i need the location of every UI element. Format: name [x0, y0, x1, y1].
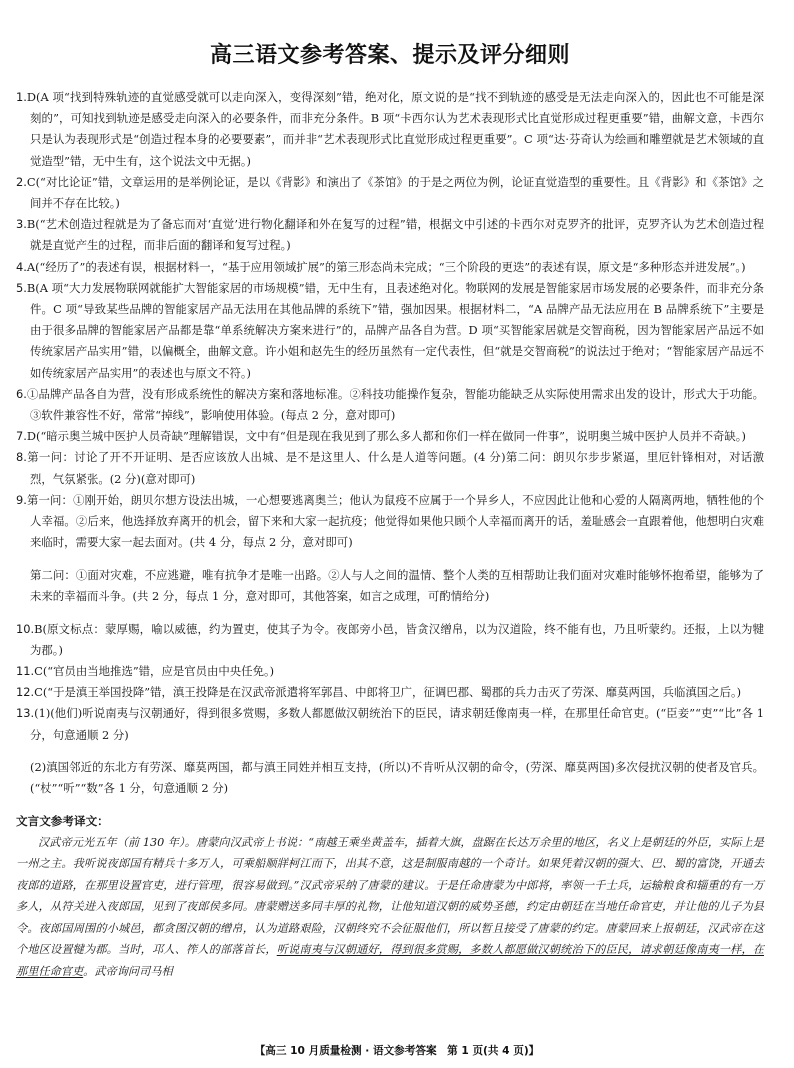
answer-text: 第一问：①刚开始，朗贝尔想方设法出城，一心想要逃离奥兰；他认为鼠疫不应属于一个异乡人，不应因此让他和心爱的人隔离两地，牺牲他的个人幸福。②后来，他选择放弃离开的机会，留下来和大家一起抗疫；他觉得如果他只顾个人幸福而离开的话，羞耻感会一直跟着他，他想明白灾难来临时，需要大家一起去面对。(共 4 分，每点 2 分，意对即可) — [26, 492, 764, 550]
translation-text-before: 汉武帝元光五年（前 130 年）。唐蒙向汉武帝上书说：“南越王乘坐黄盖车，插着大旗，盘踞在长达万余里的地区，名义上是朝廷的外臣，实际上是一州之主。我听说夜郎国有精兵十多万人，可乘船顺牂柯江而下，出其不意，这是制服南越的一个奇计。如果凭着汉朝的强大、巴、蜀的富饶，开通去夜郎的道路，在那里设置官吏，进行管理，很容易做到。”汉武帝采纳了唐蒙的建议。于是任命唐蒙为中郎将，率领一千士兵，运输粮食和辎重的有一万多人，从符关进入夜郎国，见到了夜郎侯多同。唐蒙赠送多同丰厚的礼物，让他知道汉朝的威势圣德，约定由朝廷在当地任命官吏，并让他的儿子为县令。夜郎国周围的小城邑，都贪图汉朝的缯帛，认为道路艰险，汉朝终究不会征服他们，所以暂且接受了唐蒙的约定。唐蒙回来上报朝廷，汉武帝在这个地区设置犍为郡。当时，邛人、筰人的部落首长， — [16, 836, 764, 957]
answer-number: 3. — [16, 217, 27, 232]
answer-text: C(“于是滇王举国投降”错，滇王投降是在汉武帝派遣将军郭昌、中郎将卫广，征调巴郡、蜀郡的兵力击灭了劳深、靡莫两国，兵临滇国之后。) — [34, 685, 742, 700]
answer-item — [16, 278, 764, 384]
answer-text: B(原文标点：蒙厚赐，喻以威德，约为置吏，使其子为令。夜郎旁小邑，皆贪汉缯帛，以为汉道险，终不能有也，乃且听蒙约。还报，上以为犍为郡。) — [30, 621, 764, 657]
translation-underlined-text: 听说南夷与汉朝通好，得到很多赏赐，多数人都愿做汉朝统治下的臣民，请求朝廷像南夷一样，在那里任命官吏 — [16, 943, 764, 978]
translation-text-after: 。武帝询问司马相 — [83, 964, 173, 978]
answer-text: C(“官员由当地推选”错，应是官员由中央任免。) — [34, 664, 275, 679]
answer-number: 7. — [16, 429, 27, 444]
answer-sub-item: 第二问：①面对灾难，不应逃避，唯有抗争才是唯一出路。②人与人之间的温情、整个人类的互相帮助让我们面对灾难时能够怀抱希望，能够为了未来的幸福而斗争。(共 2 分，每点 1 分，意对即可，其他答案，如言之成理，可酌情给分) — [30, 567, 764, 604]
translation-paragraph — [16, 832, 764, 982]
answer-item — [16, 682, 764, 703]
answer-item — [16, 426, 764, 447]
translation-heading: 文言文参考译文： — [16, 814, 109, 829]
answer-text: B(“艺术创造过程就是为了备忘而对‘直觉’进行物化翻译和外在复写的过程”错，根据文中引述的卡西尔对克罗齐的批评，克罗齐认为艺术创造过程就是直觉产生的过程，而非后面的翻译和复写过程。) — [26, 217, 764, 253]
answer-item — [16, 447, 764, 489]
answer-number: 9. — [16, 492, 27, 507]
answer-text: D(“暗示奥兰城中医护人员奇缺”理解错误，文中有“但是现在我见到了那么多人都和你们一样在做同一件事”，说明奥兰城中医护人员并不奇缺。) — [26, 429, 746, 444]
page-footer: 【高三 10 月质量检测 · 语文参考答案 第 1 页(共 4 页)】 — [254, 1045, 540, 1057]
answer-text: C(“对比论证”错，文章运用的是举例论证，是以《背影》和演出了《茶馆》的于是之两位为例，论证直觉造型的重要性。且《背影》和《茶馆》之间并不存在比较。) — [26, 174, 764, 211]
answer-item — [16, 619, 764, 661]
answer-number: 8. — [16, 450, 27, 465]
answer-number: 2. — [16, 174, 27, 189]
page-title: 高三语文参考答案、提示及评分细则 — [209, 43, 570, 68]
answer-item — [16, 214, 764, 256]
answer-item — [16, 257, 764, 278]
answer-number: 12. — [16, 685, 35, 700]
answer-item — [16, 384, 764, 426]
answer-text: D(A 项“找到特殊轨迹的直觉感受就可以走向深入，变得深刻”错，绝对化，原文说的是“找不到轨迹的感受是无法走向深入的，因此也不可能是深刻的”，可知找到轨迹是感受走向深入的必要条件，而非充分条件。B 项“卡西尔认为艺术表现形式比直觉形成过程更重要”错，曲解文意，卡西尔只是认为表现形式是“创造过程本身的必要要素”，而并非“艺术表现形式比直觉形成过程更重要”。C 项“达·芬奇认为绘画和雕塑就是艺术领域的直觉造型”错，无中生有，这个说法文中无据。) — [26, 90, 764, 168]
answer-number: 6. — [16, 386, 27, 401]
answer-item — [16, 87, 764, 172]
answer-text: B(A 项“大力发展物联网就能扩大智能家居的市场规模”错，无中生有，且表述绝对化。物联网的发展是智能家居市场发展的必要条件，而非充分条件。C 项“导致某些品牌的智能家居产品无法用在其他品牌的系统下”错，强加因果。根据材料二，“A 品牌产品无法应用在 B 品牌系统下”主要是由于很多品牌的智能家居产品都是靠“单系统解决方案来进行”的，品牌产品各自为营。D 项“买智能家居就是交智商税，因为智能家居产品远不如传统家居产品实用”错，以偏概全，曲解文意。许小姐和赵先生的经历虽然有一定代表性，但“就是交智商税”的说法过于绝对；“智能家居产品远不如传统家居产品实用”的表述也与原文不符。) — [26, 280, 764, 380]
answer-item — [16, 172, 764, 214]
answer-number: 4. — [16, 259, 27, 274]
answer-item — [16, 703, 764, 745]
answer-text: A(“经历了”的表述有误，根据材料一，“基于应用领域扩展”的第三形态尚未完成；“三个阶段的更迭”的表述有误，原文是“多种形态并进发展”。) — [26, 259, 746, 274]
answer-number: 10. — [16, 621, 35, 636]
answer-text: 第一问：讨论了开不开证明、是否应该放人出城、是不是这里人、什么是人道等问题。(4 分)第二问：朗贝尔步步紧逼，里厄针锋相对，对话激烈，气氛紧张。(2 分)(意对即可) — [26, 450, 764, 486]
answer-number: 1. — [16, 90, 27, 104]
answer-number: 11. — [16, 664, 35, 679]
answer-text: (1)(他们)听说南夷与汉朝通好，得到很多赏赐，多数人都愿做汉朝统治下的臣民，请求朝廷像南夷一样，在那里任命官吏。(“臣妾”“吏”“比”各 1 分，句意通顺 2 分) — [30, 706, 764, 742]
answer-text: ①品牌产品各自为营，没有形成系统性的解决方案和落地标准。②科技功能操作复杂，智能功能缺乏从实际使用需求出发的设计，形式大于功能。③软件兼容性不好，常常“掉线”，影响使用体验。(每点 2 分，意对即可) — [26, 386, 764, 423]
answer-number: 13. — [16, 706, 35, 721]
answer-item — [16, 490, 764, 554]
answer-item — [16, 661, 764, 682]
answer-list — [16, 87, 764, 800]
answer-sub-item: (2)滇国邻近的东北方有劳深、靡莫两国，都与滇王同姓并相互支持，(所以)不肯听从汉朝的命令，(劳深、靡莫两国)多次侵扰汉朝的使者及官兵。(“杖”“听”“数”各 1 分，句意通顺 2 分) — [30, 760, 764, 796]
answer-number: 5. — [16, 280, 27, 295]
